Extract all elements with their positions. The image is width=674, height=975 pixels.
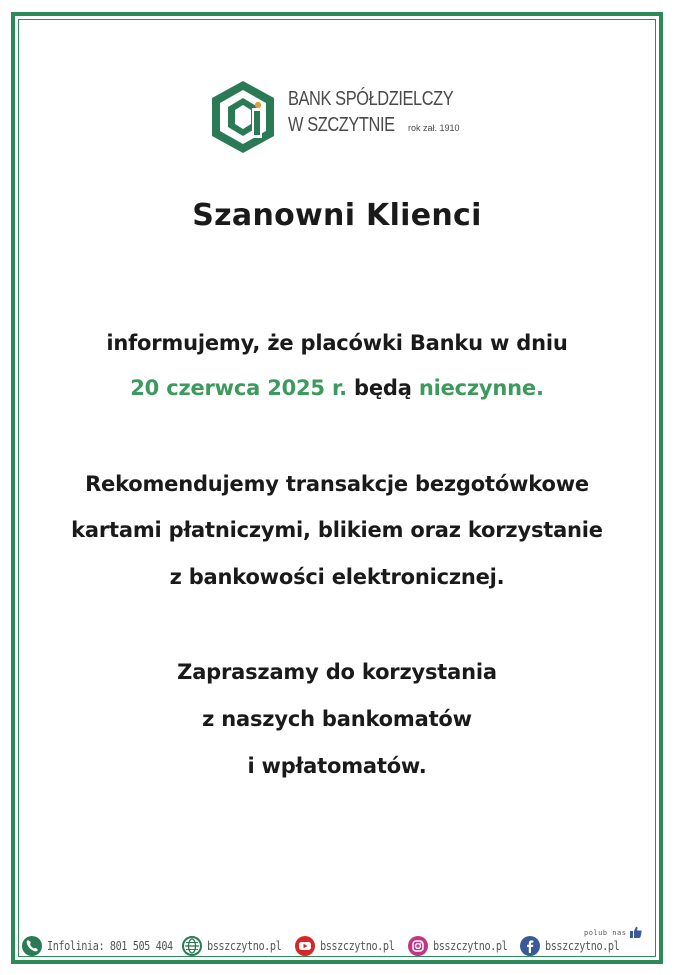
- closed-text: nieczynne.: [418, 376, 544, 400]
- phone-icon: [22, 936, 42, 956]
- closure-date: 20 czerwca 2025 r.: [130, 376, 347, 400]
- like-us-label: polub nas: [584, 929, 627, 937]
- invite-line-3: i wpłatomatów.: [247, 754, 427, 778]
- logo-bank-name: BANK SPÓŁDZIELCZY: [288, 88, 454, 110]
- phone-text: Infolinia: 801 505 404: [47, 939, 173, 953]
- recommend-line-1: Rekomendujemy transakcje bezgotówkowe: [85, 472, 589, 496]
- youtube-icon: [295, 936, 315, 956]
- footer-website[interactable]: [182, 934, 294, 958]
- contact-footer: [22, 934, 642, 958]
- logo-founded-year: rok zał. 1910: [408, 123, 460, 133]
- will-be-text: będą: [354, 376, 412, 400]
- footer-facebook[interactable]: [520, 934, 632, 958]
- bank-logo-mark-icon: [208, 78, 278, 156]
- youtube-text: bsszczytno.pl: [320, 939, 395, 953]
- invite-line-1: Zapraszamy do korzystania: [177, 660, 497, 684]
- invite-line-2: z naszych bankomatów: [202, 707, 472, 731]
- recommend-line-2: kartami płatniczymi, blikiem oraz korzystanie: [71, 518, 603, 542]
- instagram-text: bsszczytno.pl: [433, 939, 508, 953]
- notice-line-2: [0, 376, 674, 400]
- page-title: Szanowni Klienci: [192, 198, 482, 233]
- bank-logo: [208, 78, 478, 156]
- website-text: bsszczytno.pl: [207, 939, 282, 953]
- footer-phone[interactable]: [22, 934, 195, 958]
- facebook-text: bsszczytno.pl: [545, 939, 620, 953]
- globe-icon: [182, 936, 202, 956]
- footer-youtube[interactable]: [295, 934, 407, 958]
- logo-bank-city: W SZCZYTNIE: [288, 114, 395, 136]
- recommend-line-3: z bankowości elektronicznej.: [169, 565, 505, 589]
- instagram-icon: [408, 936, 428, 956]
- notice-line-1: informujemy, że placówki Banku w dniu: [106, 331, 568, 355]
- footer-instagram[interactable]: [408, 934, 520, 958]
- facebook-icon: [520, 936, 540, 956]
